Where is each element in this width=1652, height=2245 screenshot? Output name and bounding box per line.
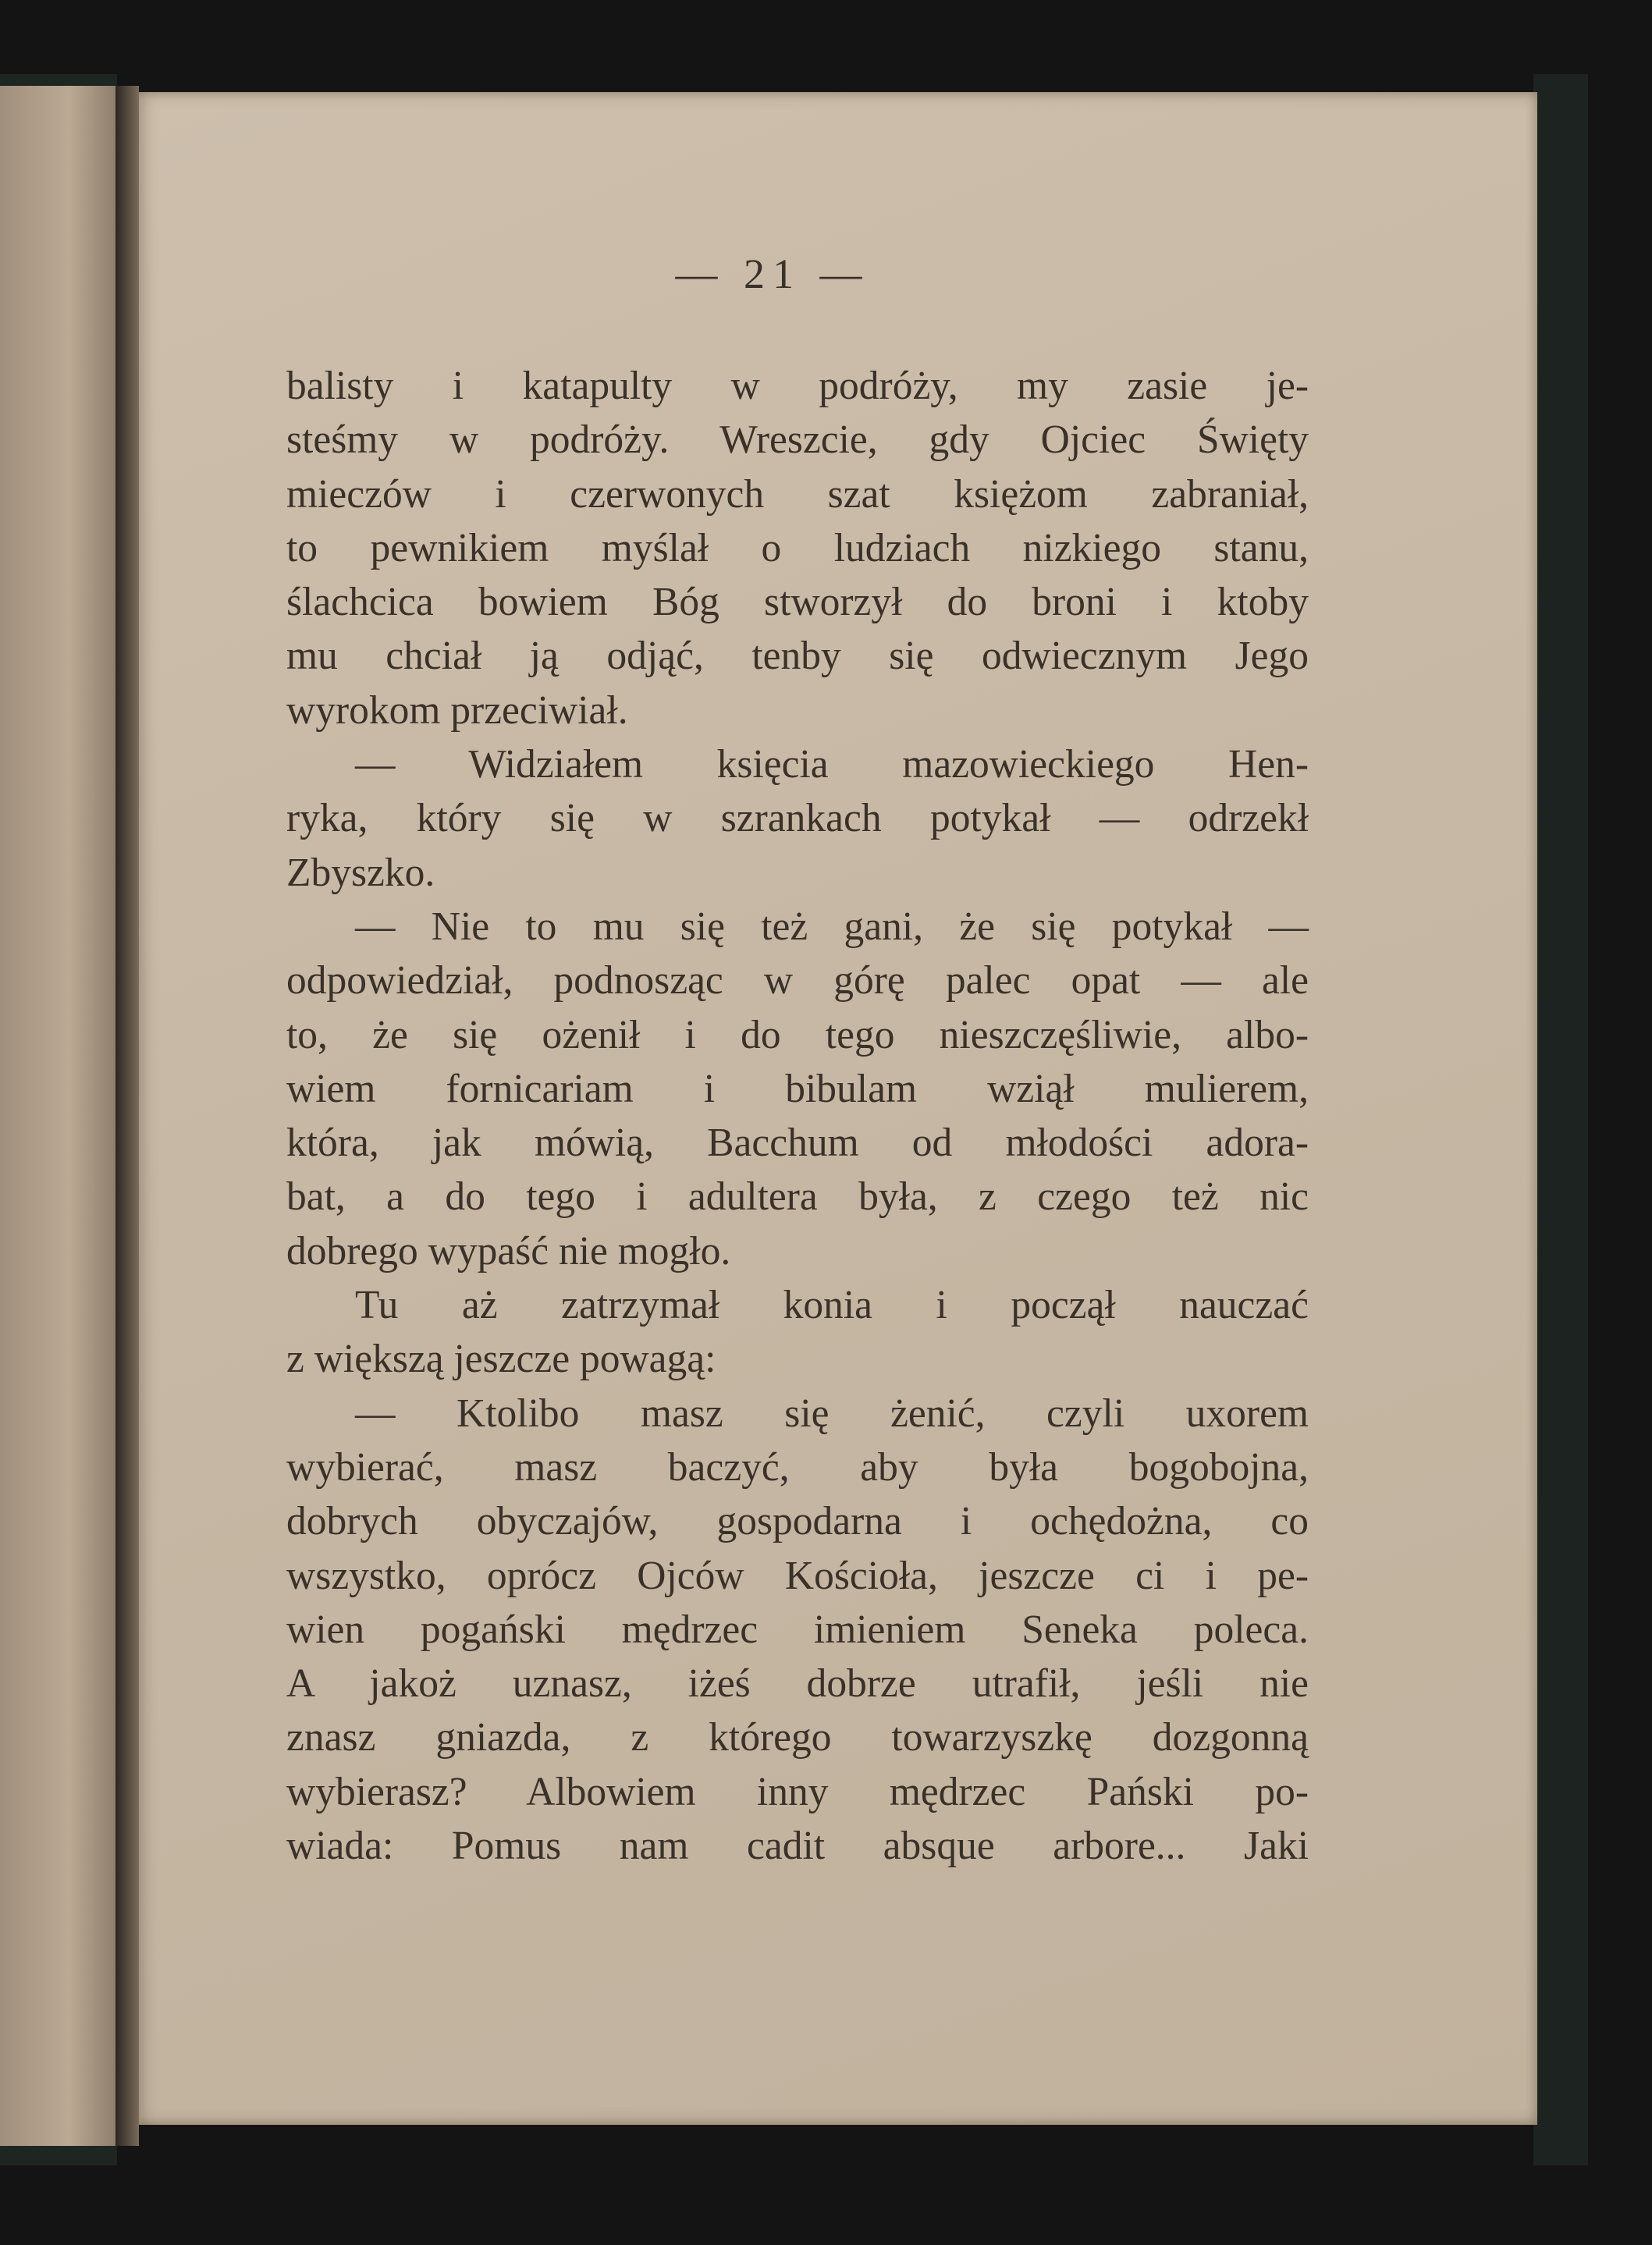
text-line: znasz gniazda, z którego towarzyszkę dozgonną (286, 1715, 1309, 1760)
text-line: — Nie to mu się też gani, że się potykał — (355, 904, 1309, 949)
text-line: bat, a do tego i adultera była, z czego też nic (286, 1174, 1309, 1220)
text-line: wyrokom przeciwiał. (286, 687, 628, 733)
page-number: — 21 — (675, 250, 870, 297)
text-line: z większą jeszcze powagą: (286, 1337, 716, 1382)
text-line: mu chciał ją odjąć, tenby się odwiecznym Jego (286, 634, 1309, 679)
book-cover-right (1533, 74, 1588, 2165)
text-line: wiem fornicariam i bibulam wziął mulierem, (286, 1066, 1309, 1111)
page-gutter (115, 86, 139, 2146)
text-line: ryka, który się w szrankach potykał — odrzekł (286, 796, 1309, 841)
text-line: A jakoż uznasz, iżeś dobrze utrafił, jeśli nie (286, 1661, 1309, 1707)
text-line: odpowiedział, podnosząc w górę palec opat — ale (286, 958, 1309, 1004)
text-line: wszystko, oprócz Ojców Kościoła, jeszcze ci i pe- (286, 1553, 1309, 1598)
text-line: która, jak mówią, Bacchum od młodości adora- (286, 1121, 1309, 1166)
text-line: Zbyszko. (286, 850, 435, 895)
text-line: ślachcica bowiem Bóg stworzył do broni i ktoby (286, 580, 1309, 625)
body-text (286, 359, 1309, 1873)
text-line: wybierać, masz baczyć, aby była bogobojna, (286, 1444, 1309, 1490)
text-line: Tu aż zatrzymał konia i począł nauczać (355, 1283, 1309, 1328)
text-line: — Ktolibo masz się żenić, czyli uxorem (355, 1391, 1309, 1436)
text-line: balisty i katapulty w podróży, my zasie je- (286, 364, 1309, 408)
text-line: to pewnikiem myślał o ludziach nizkiego stanu, (286, 525, 1309, 570)
text-line: dobrych obyczajów, gospodarna i ochędożna, co (286, 1499, 1309, 1544)
text-line: steśmy w podróży. Wreszcie, gdy Ojciec Święty (286, 417, 1309, 463)
text-line: wiada: Pomus nam cadit absque arbore... Jaki (286, 1824, 1309, 1869)
text-line: wybierasz? Albowiem inny mędrzec Pański po- (286, 1769, 1309, 1814)
text-line: wien pogański mędrzec imieniem Seneka poleca. (286, 1607, 1309, 1652)
text-line: dobrego wypaść nie mogło. (286, 1228, 731, 1273)
text-line: — Widziałem księcia mazowieckiego Hen- (355, 742, 1309, 787)
text-line: mieczów i czerwonych szat księżom zabraniał, (286, 471, 1309, 517)
previous-page-edge (0, 86, 118, 2146)
text-line: to, że się ożenił i do tego nieszczęśliwie, albo- (286, 1012, 1309, 1057)
